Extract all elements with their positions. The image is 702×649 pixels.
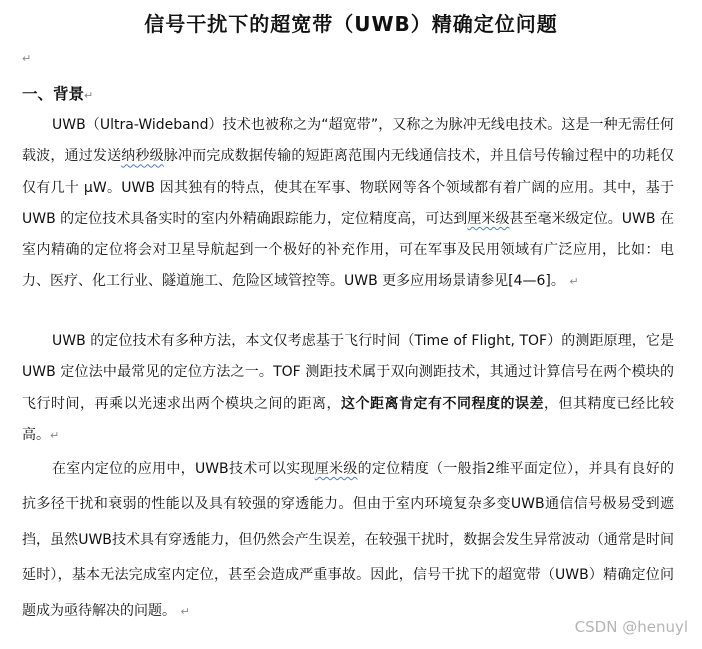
paragraph-mark: ↵	[180, 604, 190, 618]
paragraph-2-text: ，但其精度已经比较高。	[22, 395, 674, 443]
paragraph-mark: ↵	[569, 275, 579, 289]
paragraph-1-text: UWB（Ultra-Wideband）技术也被称之为“超宽带”，又称之为脉冲无线电技术。这是一种无需任何载波，通过发送	[22, 117, 674, 165]
paragraph-1-text: 脉冲而完成数据传输的短距离范围内无线通信技术，并且信号传输过程中的功耗仅仅有几十 μW。UWB 因其独有的特点，使其在军事、物联网等各个领域都有着广阔的应用。其中，基于 UWB 的定位技术具备实时的室内外精确跟踪能力，定位精度高，可达到	[22, 148, 675, 227]
paragraph-2-text: UWB 的定位技术有多种方法，本文仅考虑基于飞行时间（Time of Flight, TOF）的测距原理，它是 UWB 定位法中最常见的定位方法之一。TOF 测距技术属于双向测距技术，其通过计算信号在两个模块的飞行时间，再乘以光速求出两个模块之间的距离，	[22, 333, 674, 412]
title-text: 信号干扰下的超宽带（UWB）精确定位问题	[144, 12, 558, 36]
spellcheck-underline: 厘米级	[314, 461, 358, 477]
bold-text: 这个距离肯定有不同程度的误差	[341, 395, 544, 412]
paragraph-3-text: 的定位精度（一般指2维平面定位），并具有良好的抗多径干扰和衰弱的性能以及具有较强的穿透能力。但由于室内环境复杂多变UWB通信信号极易受到遮挡，虽然UWB技术具有穿透能力，但仍然会产生误差，在较强干扰时，数据会发生异常波动（通常是时间延时），基本无法完成室内定位，甚至会造成严重事故。因此，信号干扰下的超宽带（UWB）精确定位问题成为亟待解决的问题。	[22, 461, 675, 619]
paragraph-mark: ↵	[22, 52, 32, 65]
paragraph-mark: ↵	[50, 428, 60, 442]
paragraph-1-text: 甚至毫米级定位。UWB 在室内精确的定位将会对卫星导航起到一个极好的补充作用，可在军事及民用领域有广泛应用，比如：电力、医疗、化工行业、隧道施工、危险区域管控等。UWB 更多应用场景请参见[4—6]。	[22, 210, 674, 290]
section-heading	[22, 82, 93, 104]
document-title	[0, 8, 702, 37]
paragraph-1	[22, 110, 674, 298]
paragraph-mark: ↵	[84, 89, 94, 102]
spellcheck-underline: 纳秒级	[121, 148, 164, 165]
paragraph-3	[22, 452, 674, 629]
paragraph-2	[22, 326, 674, 451]
spellcheck-underline: 厘米级	[467, 210, 510, 227]
csdn-watermark: CSDN @henuyl	[574, 618, 688, 636]
paragraph-3-text: 在室内定位的应用中，UWB技术可以实现	[52, 461, 315, 477]
section-heading-text: 一、背景	[22, 85, 85, 103]
